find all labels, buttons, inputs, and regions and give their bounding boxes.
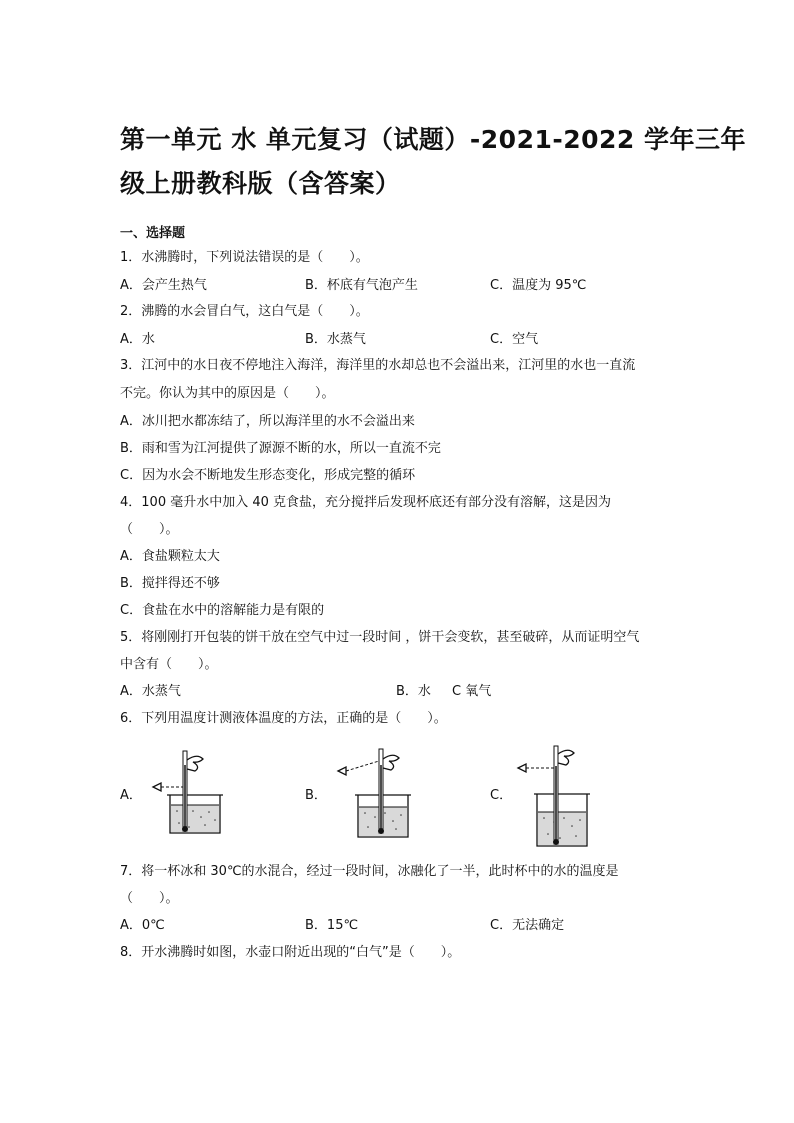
eye-a bbox=[153, 783, 161, 791]
question-4-option-c: C．食盐在水中的溶解能力是有限的 bbox=[120, 603, 325, 618]
question-7-stem-line1: 7．将一杯冰和 30℃的水混合，经过一段时间，冰融化了一半，此时杯中的水的温度是 bbox=[120, 864, 619, 879]
question-7-stem-line2: （ ）。 bbox=[120, 891, 179, 906]
question-4-option-a: A．食盐颗粒太大 bbox=[120, 549, 220, 564]
document-title-line1: 第一单元 水 单元复习（试题）-2021-2022 学年三年 bbox=[120, 125, 747, 154]
liquid-c bbox=[538, 812, 586, 845]
eye-b bbox=[338, 767, 346, 775]
thermometer-figure-c bbox=[512, 742, 602, 850]
question-3-stem-line2: 不完。你认为其中的原因是（ ）。 bbox=[120, 386, 335, 401]
question-6-option-b: B． bbox=[305, 788, 327, 803]
question-5-option-c: C 氧气 bbox=[452, 684, 492, 699]
question-1-option-c: C．温度为 95℃ bbox=[490, 278, 587, 293]
question-1-option-a: A．会产生热气 bbox=[120, 278, 207, 293]
eye-c bbox=[518, 764, 526, 772]
question-5-stem-line2: 中含有（ ）。 bbox=[120, 657, 218, 672]
question-2-option-a: A．水 bbox=[120, 332, 155, 347]
liquid-a bbox=[171, 805, 219, 832]
question-2-option-c: C．空气 bbox=[490, 332, 539, 347]
question-1-stem: 1．水沸腾时，下列说法错误的是（ ）。 bbox=[120, 250, 369, 265]
document-title-line2: 级上册教科版（含答案） bbox=[120, 169, 401, 198]
question-8-stem: 8．开水沸腾时如图，水壶口附近出现的“白气”是（ ）。 bbox=[120, 945, 461, 960]
question-7-option-a: A．0℃ bbox=[120, 918, 165, 933]
question-1-option-b: B．杯底有气泡产生 bbox=[305, 278, 418, 293]
question-6-option-c: C． bbox=[490, 788, 513, 803]
question-7-option-c: C．无法确定 bbox=[490, 918, 565, 933]
question-6-stem: 6．下列用温度计测液体温度的方法，正确的是（ ）。 bbox=[120, 711, 447, 726]
question-5-option-b: B．水 bbox=[396, 684, 431, 699]
hand-a bbox=[187, 756, 203, 771]
question-4-option-b: B．搅拌得还不够 bbox=[120, 576, 220, 591]
question-5-stem-line1: 5．将刚刚打开包装的饼干放在空气中过一段时间 ，饼干会变软，甚至破碎，从而证明空气 bbox=[120, 630, 640, 645]
question-3-option-b: B．雨和雪为江河提供了源源不断的水，所以一直流不完 bbox=[120, 441, 441, 456]
question-3-option-c: C．因为水会不断地发生形态变化，形成完整的循环 bbox=[120, 468, 416, 483]
question-4-stem-line2: （ ）。 bbox=[120, 522, 179, 537]
question-6-option-a: A． bbox=[120, 788, 142, 803]
question-3-stem-line1: 3．江河中的水日夜不停地注入海洋，海洋里的水却总也不会溢出来，江河里的水也一直流 bbox=[120, 358, 636, 373]
thermometer-figure-a bbox=[145, 745, 235, 840]
hand-b bbox=[383, 755, 399, 770]
question-2-stem: 2．沸腾的水会冒白气，这白气是（ ）。 bbox=[120, 304, 369, 319]
question-3-option-a: A．冰川把水都冻结了，所以海洋里的水不会溢出来 bbox=[120, 414, 415, 429]
thermometer-figure-b bbox=[330, 745, 420, 843]
question-2-option-b: B．水蒸气 bbox=[305, 332, 366, 347]
question-7-option-b: B．15℃ bbox=[305, 918, 359, 933]
question-5-option-a: A．水蒸气 bbox=[120, 684, 181, 699]
question-4-stem-line1: 4．100 毫升水中加入 40 克食盐，充分搅拌后发现杯底还有部分没有溶解，这是因为 bbox=[120, 495, 612, 510]
section-heading: 一、选择题 bbox=[120, 226, 186, 241]
hand-c bbox=[558, 750, 574, 765]
